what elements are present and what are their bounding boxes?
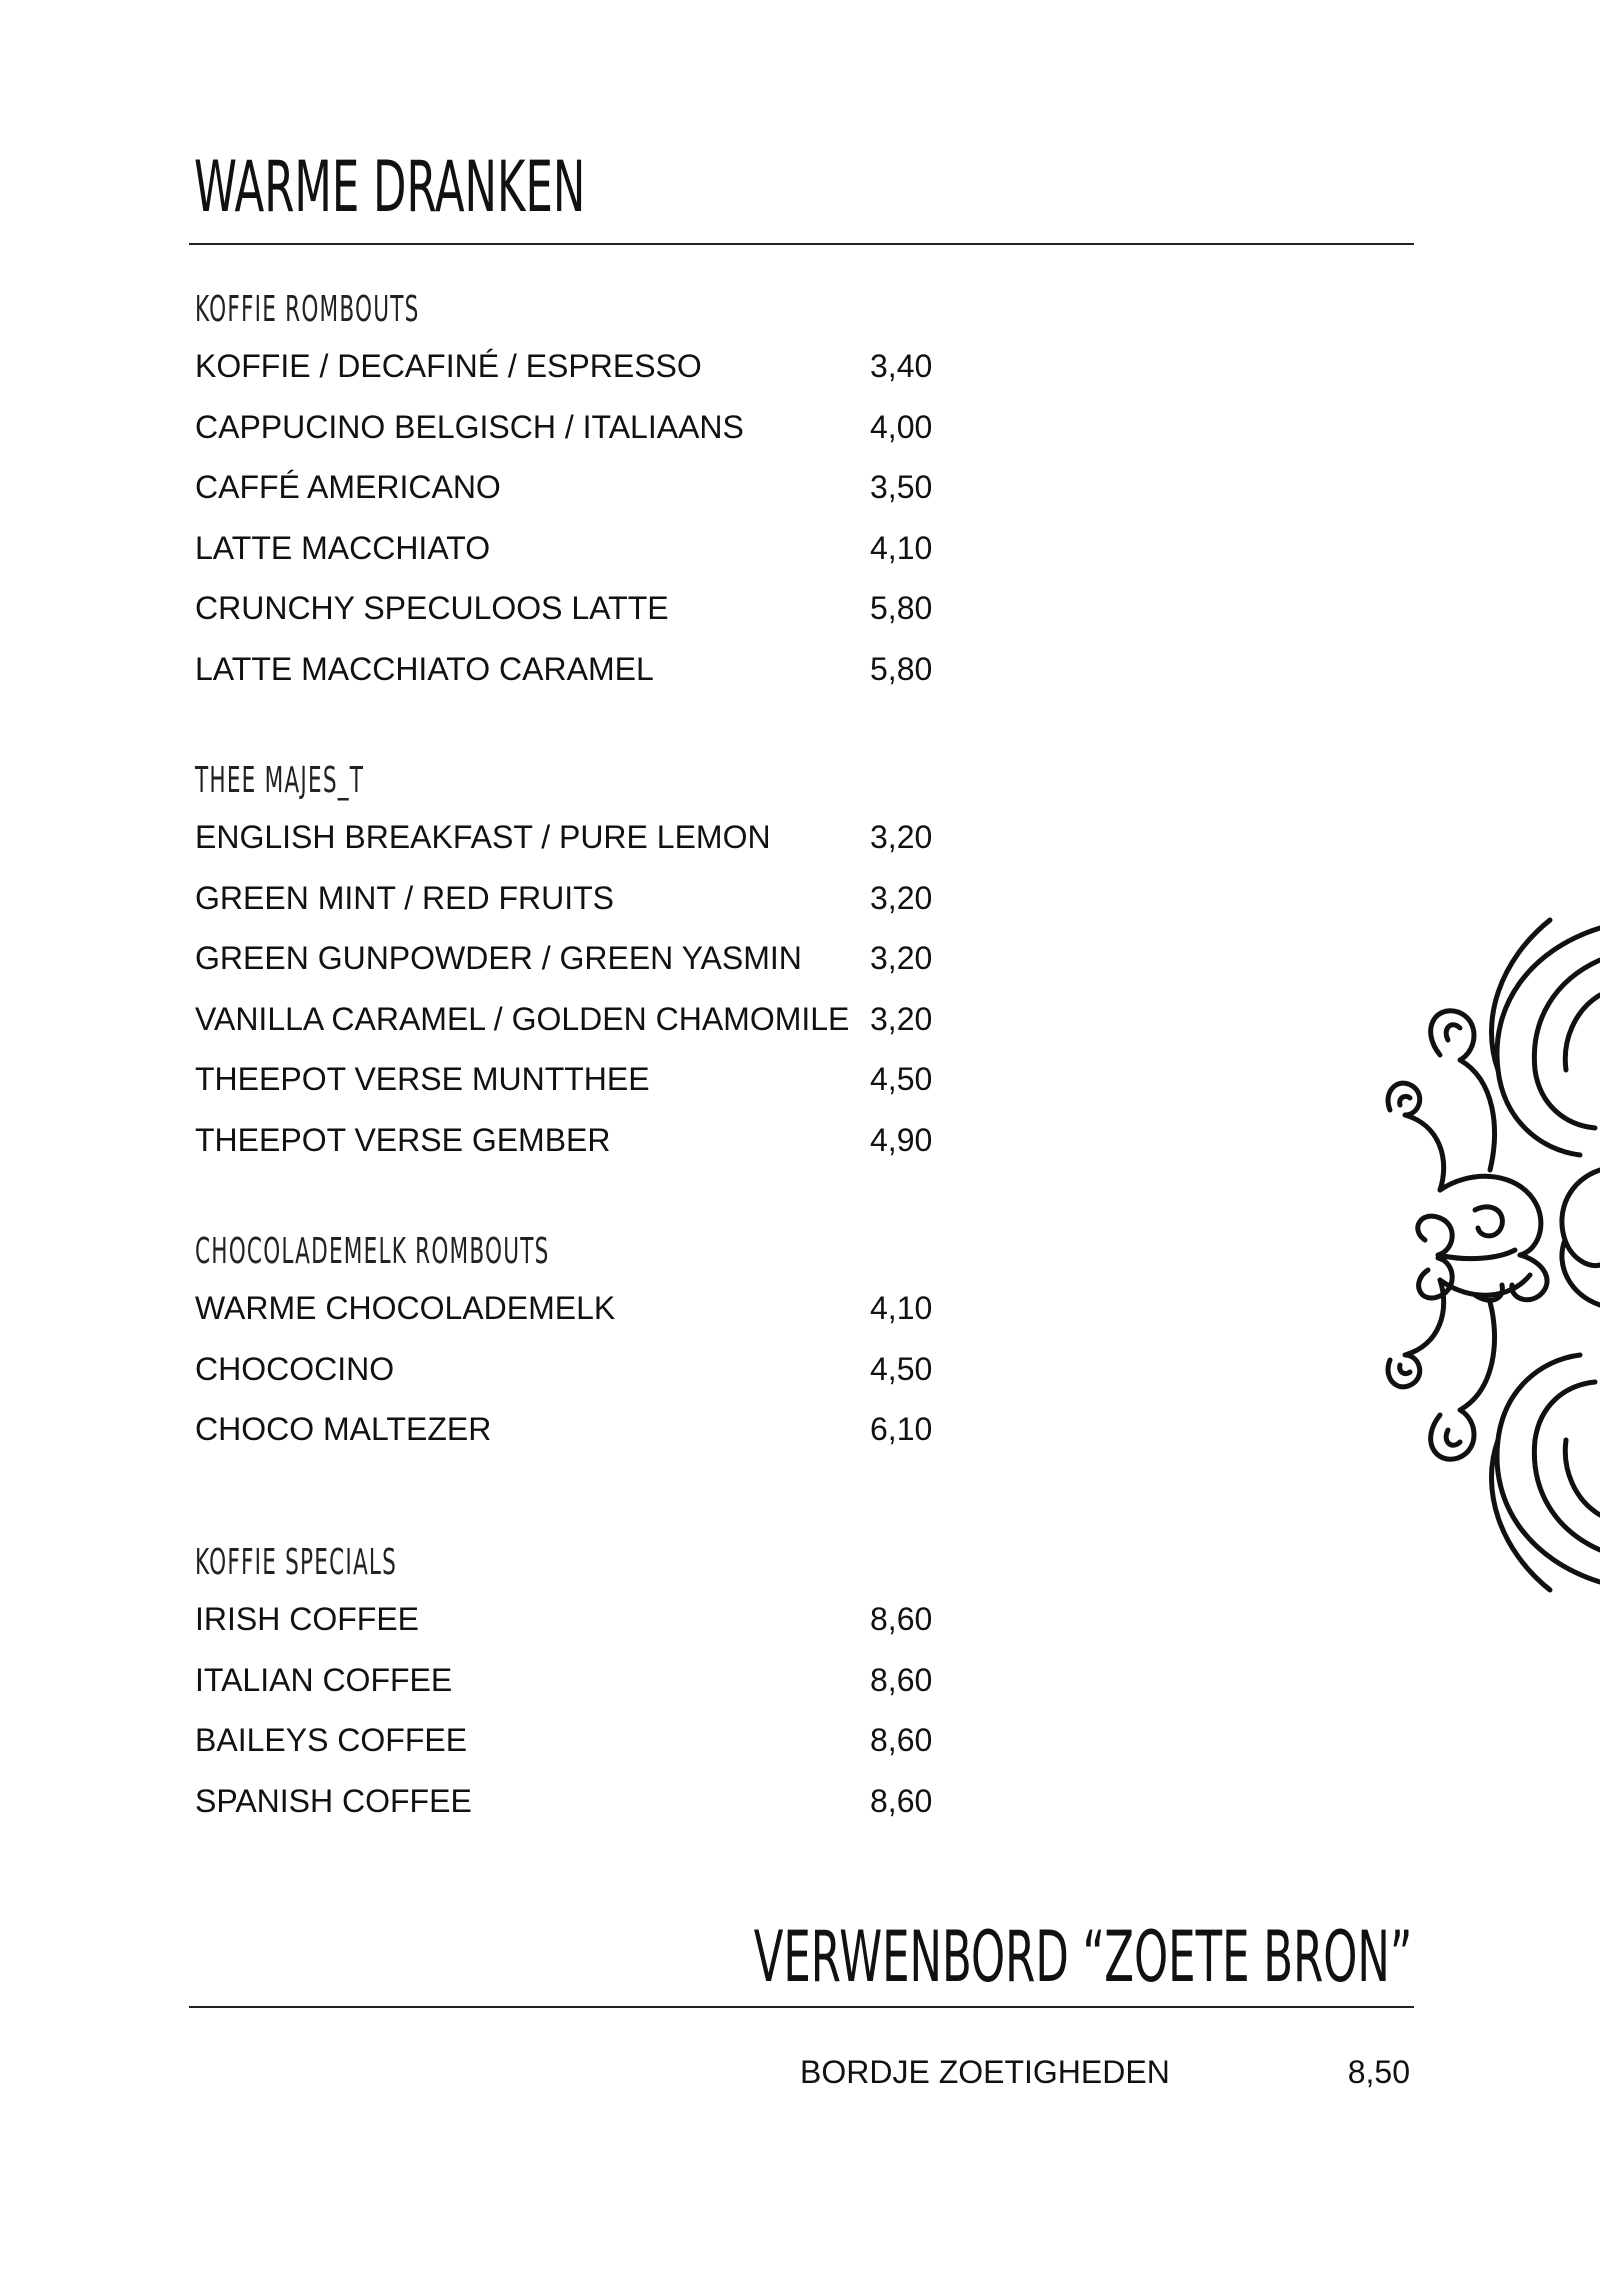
item-price: 3,40 [870, 348, 933, 384]
item-price: 8,60 [870, 1783, 933, 1819]
item-name: CHOCOCINO [195, 1351, 395, 1387]
menu-item [195, 588, 955, 628]
item-name: LATTE MACCHIATO [195, 530, 491, 566]
item-name: CRUNCHY SPECULOOS LATTE [195, 590, 669, 626]
item-price: 3,20 [870, 1001, 933, 1037]
item-name: CHOCO MALTEZER [195, 1411, 492, 1447]
item-name: CAFFÉ AMERICANO [195, 469, 501, 505]
item-name: KOFFIE / DECAFINÉ / ESPRESSO [195, 348, 702, 384]
menu-item [800, 2052, 1410, 2092]
item-name: WARME CHOCOLADEMELK [195, 1290, 616, 1326]
verwenbord-title: VERWENBORD “ZOETE BRON” [753, 1916, 1412, 1998]
menu-item [195, 407, 955, 447]
item-price: 6,10 [870, 1411, 933, 1447]
item-price: 8,60 [870, 1601, 933, 1637]
item-price: 3,20 [870, 940, 933, 976]
item-price: 3,20 [870, 880, 933, 916]
item-name: SPANISH COFFEE [195, 1783, 472, 1819]
item-price: 3,20 [870, 819, 933, 855]
item-price: 4,00 [870, 409, 933, 445]
menu-item [195, 1409, 955, 1449]
section-heading-koffie-specials: KOFFIE SPECIALS [195, 1542, 398, 1583]
page-title: WARME DRANKEN [194, 146, 586, 228]
menu-item [195, 817, 955, 857]
menu-item [195, 1781, 955, 1821]
item-name: GREEN GUNPOWDER / GREEN YASMIN [195, 940, 802, 976]
item-price: 8,60 [870, 1722, 933, 1758]
menu-item [195, 346, 955, 386]
item-price: 8,60 [870, 1662, 933, 1698]
item-price: 4,50 [870, 1061, 933, 1097]
item-name: CAPPUCINO BELGISCH / ITALIAANS [195, 409, 744, 445]
item-price: 5,80 [870, 651, 933, 687]
menu-item [195, 1720, 955, 1760]
menu-item [195, 649, 955, 689]
item-name: GREEN MINT / RED FRUITS [195, 880, 614, 916]
menu-item [195, 467, 955, 507]
item-name: BAILEYS COFFEE [195, 1722, 468, 1758]
item-price: 4,50 [870, 1351, 933, 1387]
item-price: 5,80 [870, 590, 933, 626]
menu-item [195, 1599, 955, 1639]
item-name: LATTE MACCHIATO CARAMEL [195, 651, 654, 687]
item-name: IRISH COFFEE [195, 1601, 420, 1637]
item-price: 4,10 [870, 1290, 933, 1326]
section-heading-chocolademelk-rombouts: CHOCOLADEMELK ROMBOUTS [195, 1231, 550, 1272]
menu-item [195, 1120, 955, 1160]
menu-item [195, 1288, 955, 1328]
item-name: ITALIAN COFFEE [195, 1662, 453, 1698]
verwenbord-divider [189, 2006, 1414, 2008]
item-price: 8,50 [1347, 2054, 1410, 2090]
section-heading-koffie-rombouts: KOFFIE ROMBOUTS [195, 289, 420, 330]
item-name: VANILLA CARAMEL / GOLDEN CHAMOMILE [195, 1001, 850, 1037]
item-name: BORDJE ZOETIGHEDEN [800, 2054, 1170, 2090]
menu-item [195, 999, 955, 1039]
item-name: THEEPOT VERSE GEMBER [195, 1122, 611, 1158]
section-heading-thee-majes-t: THEE MAJES_T [195, 760, 365, 801]
menu-item [195, 1660, 955, 1700]
menu-item [195, 1349, 955, 1389]
title-divider [189, 243, 1414, 245]
item-price: 4,10 [870, 530, 933, 566]
item-name: THEEPOT VERSE MUNTTHEE [195, 1061, 650, 1097]
menu-item [195, 1059, 955, 1099]
baroque-scroll-ornament-icon [1380, 910, 1600, 1600]
item-name: ENGLISH BREAKFAST / PURE LEMON [195, 819, 771, 855]
item-price: 4,90 [870, 1122, 933, 1158]
item-price: 3,50 [870, 469, 933, 505]
menu-item [195, 528, 955, 568]
menu-item [195, 878, 955, 918]
menu-item [195, 938, 955, 978]
